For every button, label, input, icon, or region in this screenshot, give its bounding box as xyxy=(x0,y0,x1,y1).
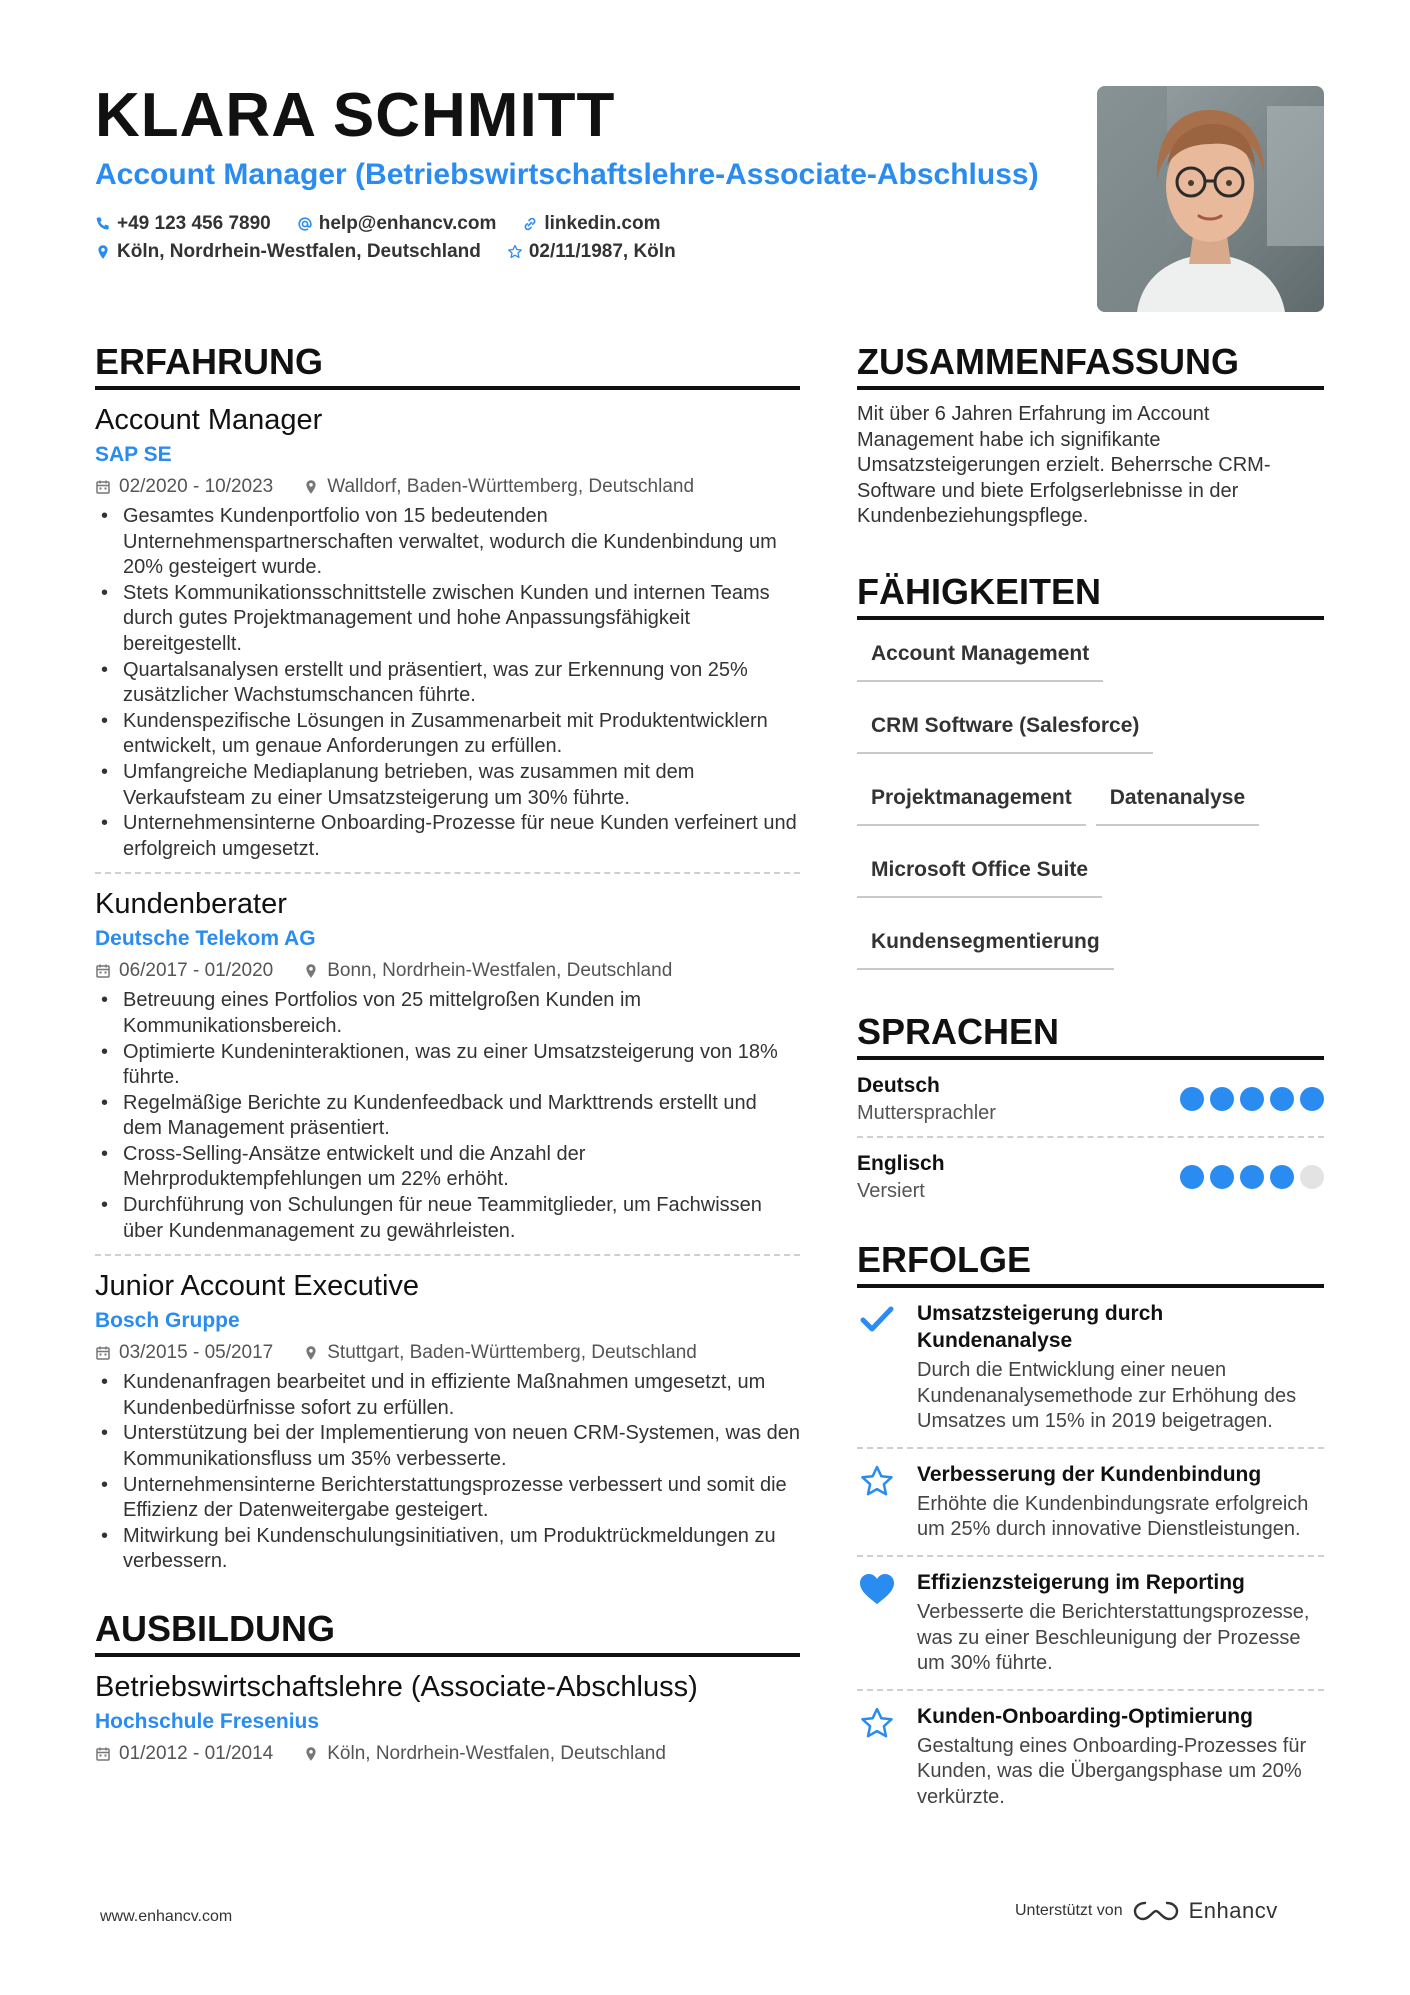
contact-row-2 xyxy=(95,238,1045,266)
skills-list xyxy=(857,630,1324,970)
birth-contact xyxy=(507,238,676,266)
achievement-body xyxy=(917,1703,1324,1811)
experience-entry xyxy=(95,1256,800,1585)
job-role: Kundenberater xyxy=(95,888,287,921)
language-entry xyxy=(857,1060,1324,1138)
languages-section xyxy=(857,1010,1324,1214)
job-location xyxy=(303,472,694,502)
job-company: Bosch Gruppe xyxy=(95,1309,240,1333)
job-dates xyxy=(95,956,273,986)
language-info xyxy=(857,1072,996,1126)
job-location xyxy=(303,1338,697,1368)
achievement-icon-wrap xyxy=(857,1703,897,1811)
location-pin-icon xyxy=(303,1345,319,1361)
job-dates-text: 06/2017 - 01/2020 xyxy=(119,960,274,982)
education-dates-text: 01/2012 - 01/2014 xyxy=(119,1743,274,1764)
achievement-entry xyxy=(857,1288,1324,1449)
linkedin-contact[interactable] xyxy=(522,210,660,238)
rating-dot-filled xyxy=(1270,1165,1294,1189)
left-column xyxy=(95,340,800,1769)
language-info xyxy=(857,1150,945,1204)
rating-dot-filled xyxy=(1270,1087,1294,1111)
location-pin-icon xyxy=(303,1746,319,1762)
achievement-icon-wrap xyxy=(857,1300,897,1435)
skill-tag: Datenanalyse xyxy=(1096,774,1259,826)
job-bullet: • Gesamtes Kundenportfolio von 15 bedeutenden Unternehmenspartnerschaften verwaltet, wodurch die Kundenbindung um 20% gesteigert wurde. xyxy=(95,504,800,581)
achievement-desc: Erhöhte die Kundenbindungsrate erfolgreich um 25% durch innovative Dienstleistungen. xyxy=(917,1492,1309,1541)
job-bullet: • Unterstützung bei der Implementierung von neuen CRM-Systemen, was den Kommunikationsfluss um 35% verbesserte. xyxy=(95,1421,800,1472)
rating-dot-filled xyxy=(1240,1087,1264,1111)
rating-dot-filled xyxy=(1210,1087,1234,1111)
language-level: Muttersprachler xyxy=(857,1101,996,1124)
education-heading: AUSBILDUNG xyxy=(95,1607,800,1657)
job-role: Account Manager xyxy=(95,404,323,436)
contact-row-1 xyxy=(95,210,1045,238)
job-meta xyxy=(95,1338,800,1368)
achievement-desc: Gestaltung eines Onboarding-Prozesses für Kunden, was die Übergangsphase um 20% verkürzte. xyxy=(917,1734,1307,1808)
language-name: Deutsch xyxy=(857,1073,940,1097)
right-column xyxy=(857,340,1324,1823)
achievement-body xyxy=(917,1300,1324,1435)
location-pin-icon xyxy=(95,244,111,260)
summary-text: Mit über 6 Jahren Erfahrung im Account Management habe ich signifikante Umsatzsteigerungen erzielt. Beherrsche CRM-Software und biete Erfolgserlebnisse in der Kundenbeziehungspflege. xyxy=(857,403,1271,528)
job-bullet: • Betreuung eines Portfolios von 25 mittelgroßen Kunden im Kommunikationsbereich. xyxy=(95,988,800,1039)
job-meta xyxy=(95,956,800,986)
rating-dot-empty xyxy=(1300,1165,1324,1189)
email-contact[interactable] xyxy=(297,210,497,238)
job-bullet: • Cross-Selling-Ansätze entwickelt und die Anzahl der Mehrproduktempfehlungen um 22% erhöht. xyxy=(95,1142,800,1193)
education-entry xyxy=(95,1657,800,1769)
skill-tag: Microsoft Office Suite xyxy=(857,846,1102,898)
check-icon xyxy=(860,1304,894,1334)
achievement-body xyxy=(917,1461,1324,1543)
job-dates xyxy=(95,472,273,502)
job-meta xyxy=(95,472,800,502)
achievement-body xyxy=(917,1569,1324,1677)
birth-text: 02/11/1987, Köln xyxy=(528,241,676,262)
education-location xyxy=(303,1739,666,1769)
experience-entry xyxy=(95,390,800,874)
job-bullet: • Regelmäßige Berichte zu Kundenfeedback und Markttrends erstellt und dem Management präsentiert. xyxy=(95,1091,800,1142)
phone-icon xyxy=(95,216,111,232)
job-company: Deutsche Telekom AG xyxy=(95,927,316,951)
job-bullet: • Umfangreiche Mediaplanung betrieben, was zusammen mit dem Verkaufsteam zu einer Umsatzsteigerung um 30% führte. xyxy=(95,760,800,811)
skill-tag: Kundensegmentierung xyxy=(857,918,1114,970)
job-dates-text: 02/2020 - 10/2023 xyxy=(119,476,274,497)
resume-header xyxy=(95,80,1045,266)
job-company: SAP SE xyxy=(95,443,172,466)
achievement-title: Umsatzsteigerung durch Kundenanalyse xyxy=(917,1301,1164,1352)
achievement-entry xyxy=(857,1449,1324,1557)
linkedin-text: linkedin.com xyxy=(544,213,661,234)
rating-dot-filled xyxy=(1240,1165,1264,1189)
enhancv-logo-icon xyxy=(1133,1899,1179,1923)
location-text: Köln, Nordrhein-Westfalen, Deutschland xyxy=(117,241,481,262)
location-pin-icon xyxy=(303,963,319,979)
calendar-icon xyxy=(95,963,111,979)
education-meta xyxy=(95,1739,800,1769)
job-location-text: Walldorf, Baden-Württemberg, Deutschland xyxy=(327,476,695,497)
location-contact xyxy=(95,238,481,266)
skills-heading: FÄHIGKEITEN xyxy=(857,570,1324,620)
language-level: Versiert xyxy=(857,1179,925,1202)
skill-tag: Projektmanagement xyxy=(857,774,1086,826)
job-bullets xyxy=(95,988,800,1244)
achievement-title: Kunden-Onboarding-Optimierung xyxy=(917,1704,1253,1728)
rating-dot-filled xyxy=(1210,1165,1234,1189)
job-bullet: • Unternehmensinterne Onboarding-Prozesse für neue Kunden verfeinert und erfolgreich umgesetzt. xyxy=(95,811,800,862)
job-dates-text: 03/2015 - 05/2017 xyxy=(119,1342,274,1364)
job-location-text: Stuttgart, Baden-Württemberg, Deutschland xyxy=(327,1342,697,1364)
job-bullet: • Mitwirkung bei Kundenschulungsinitiativen, um Produktrückmeldungen zu verbessern. xyxy=(95,1524,800,1575)
job-bullets xyxy=(95,1370,800,1575)
rating-dot-filled xyxy=(1300,1087,1324,1111)
education-degree: Betriebswirtschaftslehre (Associate-Abschluss) xyxy=(95,1671,698,1703)
job-bullet: • Durchführung von Schulungen für neue Teammitglieder, um Fachwissen über Kundenmanagement zu gewährleisten. xyxy=(95,1193,800,1244)
powered-by-text: Unterstützt von xyxy=(1015,1902,1123,1919)
language-name: Englisch xyxy=(857,1151,945,1175)
skill-tag: Account Management xyxy=(857,630,1103,682)
footer-website[interactable]: www.enhancv.com xyxy=(100,1908,233,1925)
email-text: help@enhancv.com xyxy=(318,213,497,234)
experience-heading: ERFAHRUNG xyxy=(95,340,800,390)
profile-photo xyxy=(1097,86,1324,312)
phone-text: +49 123 456 7890 xyxy=(117,213,271,234)
candidate-name: KLARA SCHMITT xyxy=(95,81,616,150)
achievement-desc: Verbesserte die Berichterstattungsprozesse, was zu einer Beschleunigung der Prozesse um 30% führte. xyxy=(917,1600,1310,1675)
job-role: Junior Account Executive xyxy=(95,1270,420,1303)
job-bullet: • Stets Kommunikationsschnittstelle zwischen Kunden und internen Teams durch gutes Projektmanagement und hohe Anpassungsfähigkeit bereitgestellt. xyxy=(95,581,800,658)
job-bullet: • Optimierte Kundeninteraktionen, was zu einer Umsatzsteigerung von 18% führte. xyxy=(95,1040,800,1091)
link-icon xyxy=(522,216,538,232)
achievement-desc: Durch die Entwicklung einer neuen Kundenanalysemethode zur Erhöhung des Umsatzes um 15% in 2019 beigetragen. xyxy=(917,1358,1297,1433)
job-bullet: • Kundenspezifische Lösungen in Zusammenarbeit mit Produktentwicklern entwickelt, um genaue Anforderungen zu erfüllen. xyxy=(95,709,800,760)
contact-info xyxy=(95,210,1045,266)
job-bullet: • Kundenanfragen bearbeitet und in effiziente Maßnahmen umgesetzt, um Kundenbedürfnisse sofort zu erfüllen. xyxy=(95,1370,800,1421)
experience-entry xyxy=(95,874,800,1256)
education-location-text: Köln, Nordrhein-Westfalen, Deutschland xyxy=(327,1743,666,1764)
profile-photo-image xyxy=(1097,86,1324,312)
achievement-icon-wrap xyxy=(857,1461,897,1543)
candidate-title: Account Manager (Betriebswirtschaftslehre-Associate-Abschluss) xyxy=(95,158,1039,191)
skills-section xyxy=(857,570,1324,970)
job-bullet: • Quartalsanalysen erstellt und präsentiert, was zur Erkennung von 25% zusätzlicher Wachstumschancen führte. xyxy=(95,658,800,709)
skill-tag: CRM Software (Salesforce) xyxy=(857,702,1153,754)
rating-dot-filled xyxy=(1180,1165,1204,1189)
star-icon xyxy=(860,1707,894,1739)
language-rating xyxy=(1180,1087,1324,1111)
achievements-section xyxy=(857,1238,1324,1823)
summary-heading: ZUSAMMENFASSUNG xyxy=(857,340,1324,390)
languages-heading: SPRACHEN xyxy=(857,1010,1324,1060)
calendar-icon xyxy=(95,1345,111,1361)
job-dates xyxy=(95,1338,273,1368)
calendar-icon xyxy=(95,1746,111,1762)
heart-icon xyxy=(858,1573,896,1605)
language-entry xyxy=(857,1138,1324,1214)
achievements-heading: ERFOLGE xyxy=(857,1238,1324,1288)
job-bullets xyxy=(95,504,800,862)
phone-contact[interactable] xyxy=(95,210,271,238)
location-pin-icon xyxy=(303,479,319,495)
star-icon xyxy=(860,1465,894,1497)
achievement-entry xyxy=(857,1691,1324,1823)
achievement-title: Effizienzsteigerung im Reporting xyxy=(917,1570,1245,1594)
job-bullet: • Unternehmensinterne Berichterstattungsprozesse verbessert und somit die Effizienz der Datenweitergabe gesteigert. xyxy=(95,1473,800,1524)
achievement-title: Verbesserung der Kundenbindung xyxy=(917,1462,1262,1486)
brand-name: Enhancv xyxy=(1188,1898,1278,1923)
job-location xyxy=(303,956,672,986)
achievement-entry xyxy=(857,1557,1324,1691)
achievement-icon-wrap xyxy=(857,1569,897,1677)
language-rating xyxy=(1180,1165,1324,1189)
education-dates xyxy=(95,1739,273,1769)
rating-dot-filled xyxy=(1180,1087,1204,1111)
at-icon xyxy=(297,216,313,232)
education-school: Hochschule Fresenius xyxy=(95,1710,320,1733)
star-icon xyxy=(507,244,523,260)
footer-branding xyxy=(1015,1898,1278,1924)
calendar-icon xyxy=(95,479,111,495)
job-location-text: Bonn, Nordrhein-Westfalen, Deutschland xyxy=(327,960,673,982)
